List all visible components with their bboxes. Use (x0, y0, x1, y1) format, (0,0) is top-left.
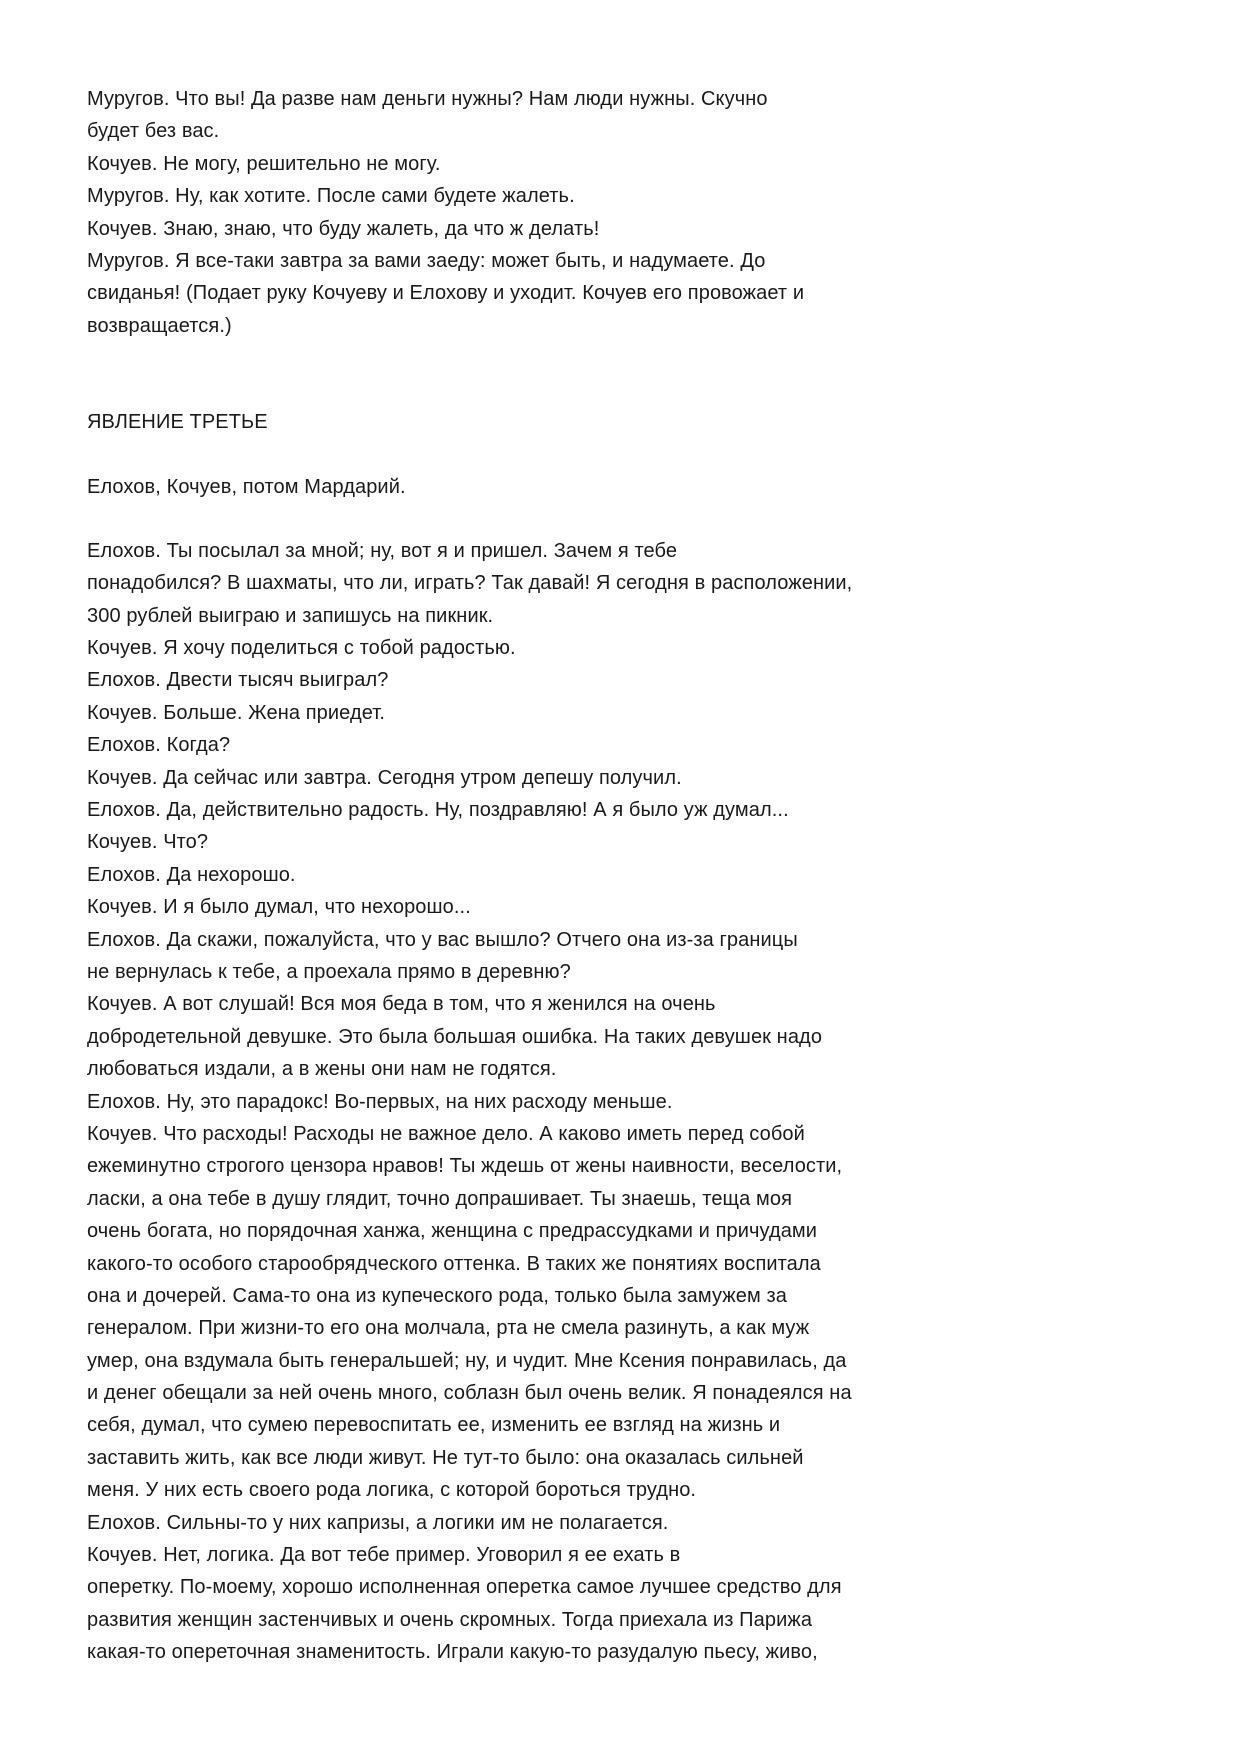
dialogue-block-1 (87, 83, 1167, 342)
text-line: Елохов. Да, действительно радость. Ну, поздравляю! А я было уж думал... (87, 799, 789, 822)
text-line: очень богата, но порядочная ханжа, женщина с предрассудками и причудами (87, 1220, 818, 1243)
text-line: Кочуев. Знаю, знаю, что буду жалеть, да что ж делать! (87, 217, 600, 240)
text-line: Елохов. Сильны-то у них капризы, а логики им не полагается. (87, 1511, 669, 1534)
text-line: Елохов. Да скажи, пожалуйста, что у вас вышло? Отчего она из-за границы (87, 928, 798, 951)
text-line: Елохов. Когда? (87, 734, 231, 757)
text-line: Кочуев. Нет, логика. Да вот тебе пример. Уговорил я ее ехать в (87, 1544, 681, 1567)
text-line: себя, думал, что сумею перевоспитать ее, изменить ее взгляд на жизнь и (87, 1414, 781, 1437)
text-line: она и дочерей. Сама-то она из купеческого рода, только была замужем за (87, 1284, 787, 1307)
text-line: Муругов. Ну, как хотите. После сами будете жалеть. (87, 185, 575, 208)
text-line: Муругов. Что вы! Да разве нам деньги нужны? Нам люди нужны. Скучно (87, 88, 768, 110)
document-page (87, 83, 1167, 1669)
text-line: понадобился? В шахматы, что ли, играть? Так давай! Я сегодня в расположении, (87, 572, 853, 595)
text-line: Кочуев. Я хочу поделиться с тобой радостью. (87, 637, 516, 660)
text-line: Кочуев. Больше. Жена приедет. (87, 701, 385, 724)
text-line: 300 рублей выиграю и запишусь на пикник. (87, 604, 494, 627)
text-line: Елохов. Да нехорошо. (87, 863, 296, 886)
scene-heading: ЯВЛЕНИЕ ТРЕТЬЕ (87, 411, 268, 434)
text-line: Кочуев. Что? (87, 831, 209, 854)
text-line: меня. У них есть своего рода логика, с которой бороться трудно. (87, 1479, 697, 1502)
text-line: будет без вас. (87, 120, 220, 143)
text-line: оперетку. По-моему, хорошо исполненная оперетка самое лучшее средство для (87, 1576, 842, 1599)
text-line: умер, она вздумала быть генеральшей; ну, и чудит. Мне Ксения понравилась, да (87, 1349, 847, 1372)
text-line: какая-то опереточная знаменитость. Играли какую-то разудалую пьесу, живо, (87, 1641, 818, 1664)
text-line: любоваться издали, а в жены они нам не годятся. (87, 1058, 557, 1081)
text-line: свиданья! (Подает руку Кочуеву и Елохову и уходит. Кочуев его провожает и (87, 282, 805, 305)
text-line: какого-то особого старообрядческого оттенка. В таких же понятиях воспитала (87, 1252, 821, 1275)
text-line: Кочуев. И я было думал, что нехорошо... (87, 896, 471, 919)
text-line: не вернулась к тебе, а проехала прямо в деревню? (87, 960, 571, 983)
text-line: Елохов. Ну, это парадокс! Во-первых, на них расходу меньше. (87, 1090, 673, 1113)
text-line: заставить жить, как все люди живут. Не тут-то было: она оказалась сильней (87, 1446, 804, 1469)
text-line: Кочуев. А вот слушай! Вся моя беда в том, что я женился на очень (87, 993, 716, 1016)
text-line: добродетельной девушке. Это была большая ошибка. На таких девушек надо (87, 1025, 823, 1048)
text-line: Кочуев. Что расходы! Расходы не важное дело. А каково иметь перед собой (87, 1122, 805, 1145)
text-line: Муругов. Я все-таки завтра за вами заеду: может быть, и надумаете. До (87, 249, 766, 272)
text-line: генералом. При жизни-то его она молчала, рта не смела разинуть, а как муж (87, 1317, 810, 1340)
text-line: и денег обещали за ней очень много, соблазн был очень велик. Я понадеялся на (87, 1382, 852, 1405)
text-line: развития женщин застенчивых и очень скромных. Тогда приехала из Парижа (87, 1608, 813, 1631)
text-line: ежеминутно строгого цензора нравов! Ты ждешь от жены наивности, веселости, (87, 1155, 843, 1178)
spacer (87, 439, 1167, 471)
text-line: Кочуев. Не могу, решительно не могу. (87, 152, 441, 175)
text-line: Елохов. Ты посылал за мной; ну, вот я и пришел. Зачем я тебе (87, 539, 678, 562)
text-line: Елохов. Двести тысяч выиграл? (87, 669, 389, 692)
text-line: ласки, а она тебе в душу глядит, точно допрашивает. Ты знаешь, теща моя (87, 1187, 792, 1210)
characters-line: Елохов, Кочуев, потом Мардарий. (87, 475, 406, 498)
text-line: Кочуев. Да сейчас или завтра. Сегодня утром депешу получил. (87, 766, 682, 789)
text-line: возвращается.) (87, 314, 232, 337)
spacer (87, 342, 1167, 406)
spacer (87, 503, 1167, 535)
dialogue-block-2 (87, 535, 1167, 1669)
